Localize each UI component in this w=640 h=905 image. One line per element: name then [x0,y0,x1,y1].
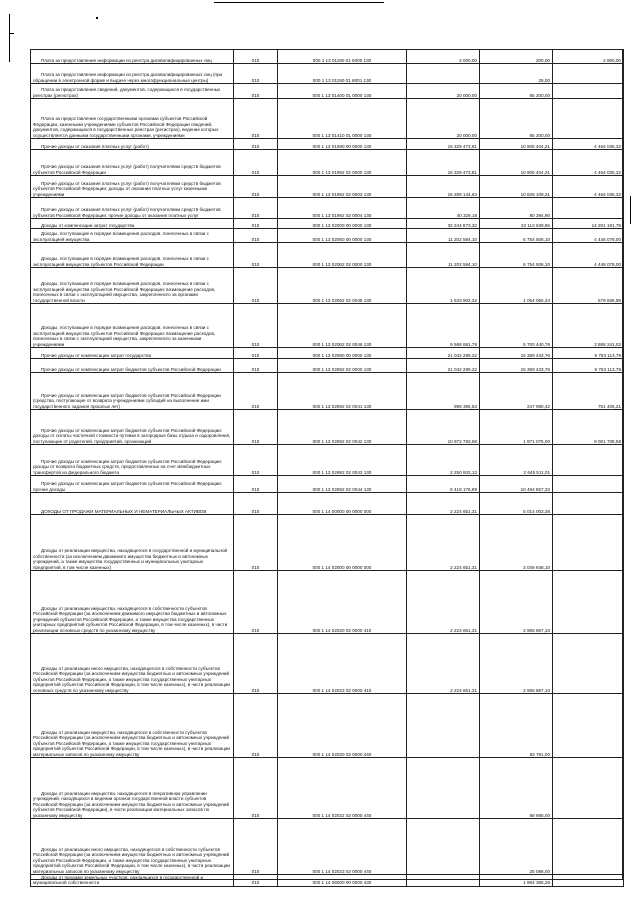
row-name-cell: Доходы от реализации иного имущества, находящегося в собственности субъектов Российской Федерации (за исключением имущества бюджетных и автономных учреждений субъектов Российской Федерации, а также имущества государственных унитарных предприятий субъектов Российской Федерации, в том числе казенных), в части реализации основных средств по указанному имуществу [31,634,234,694]
row-approved-cell: 6 419 176,89 [407,476,480,493]
row-budget-code-cell: 000 1 13 01190 01 8001 130 [278,64,407,84]
row-line-code-cell: 010 [234,476,278,493]
row-executed-cell: 5 014 003,36 [480,493,553,515]
row-budget-code-cell: 000 1 13 01992 02 0000 130 [278,150,407,176]
row-not-executed-cell: 751 405,21 [553,373,624,410]
row-not-executed-cell: 3 868 241,02 [553,304,624,348]
row-executed-cell: 1 054 065,34 [480,268,553,304]
row-name-cell: Доходы, поступающие в порядке возмещения расходов, понесенных в связи с эксплуатацией имущества субъектов Российской Федерации [31,243,234,268]
row-budget-code-cell: 000 1 13 02990 00 0000 130 [278,348,407,359]
row-name-cell: Доходы от реализации имущества, находящегося в собственности субъектов Российской Федерации (за исключением движимого имущества бюджетных и автономных учреждений субъектов Российской Федерации, а также имущества государственных унитарных предприятий субъектов Российской Федерации, в том числе казенных), в части реализации основных средств по указанному имуществу [31,571,234,634]
row-executed-cell: 247 990,42 [480,373,553,410]
row-name-cell: Прочие доходы от компенсации затрат бюджетов субъектов Российской Федерации: доходы от возврата бюджетных средств, предоставленных на счет межбюджетных трансфертов из федерального бюджета [31,445,234,476]
page-bottom-margin [0,882,640,905]
row-executed-cell: 10 825 109,31 [480,176,553,198]
row-executed-cell: 80 294,90 [480,198,553,219]
row-line-code-cell: 010 [234,176,278,198]
row-line-code-cell: 010 [234,373,278,410]
row-approved-cell: 40 329,18 [407,198,480,219]
row-approved-cell: 3 000,00 [407,50,480,64]
row-budget-code-cell: 000 1 13 02992 02 0044 130 [278,476,407,493]
row-budget-code-cell: 000 1 14 02000 00 0000 000 [278,515,407,571]
row-budget-code-cell: 000 1 13 01990 00 0000 130 [278,139,407,150]
row-line-code-cell: 010 [234,198,278,219]
row-executed-cell: 15 359 433,76 [480,348,553,359]
row-budget-code-cell: 000 1 13 01410 01 0000 130 [278,99,407,139]
row-not-executed-cell: 9 753 113,79 [553,348,624,359]
row-budget-code-cell: 000 1 13 02000 00 0000 130 [278,219,407,229]
row-not-executed-cell: 4 464 035,32 [553,176,624,198]
row-line-code-cell: 010 [234,50,278,64]
row-approved-cell: 2 224 651,31 [407,493,480,515]
row-approved-cell: 15 289 144,63 [407,176,480,198]
row-executed-cell: 1 964 355,26 [480,875,553,887]
row-not-executed-cell: 4 464 035,32 [553,150,624,176]
scan-top-tick [96,17,98,19]
row-name-cell: Прочие доходы от компенсации затрат бюджетов субъектов Российской Федерации: прочие доходы [31,476,234,493]
row-not-executed-cell: 4 448 078,00 [553,243,624,268]
row-approved-cell: 9 568 681,78 [407,304,480,348]
row-not-executed-cell: 4 464 035,32 [553,139,624,150]
row-approved-cell: 21 042 289,22 [407,348,480,359]
row-budget-code-cell: 000 1 14 00000 00 0000 000 [278,493,407,515]
row-name-cell: Доходы от реализации имущества, находящегося в государственной и муниципальной собственности (за исключением движимого имущества бюджетных и автономных учреждений, а также имущества государственных и муниципальных унитарных предприятий, в том числе казенных) [31,515,234,571]
row-budget-code-cell: 000 1 13 02992 02 0000 130 [278,359,407,373]
row-line-code-cell: 010 [234,634,278,694]
row-budget-code-cell: 000 1 14 02023 02 0000 410 [278,634,407,694]
row-name-cell: Доходы, поступающие в порядке возмещения расходов, понесенных в связи с эксплуатацией имущества субъектов Российской Федерации: возмещение расходов, понесенных в связи с эксплуатацией имущества, закрепленного за органами государственной власти [31,268,234,304]
row-budget-code-cell: 000 1 14 02020 02 0000 440 [278,694,407,758]
row-budget-code-cell: 000 1 13 02060 00 0000 130 [278,229,407,243]
row-executed-cell: 200,00 [480,50,553,64]
row-not-executed-cell: 9 001 708,58 [553,410,624,445]
row-line-code-cell: 010 [234,139,278,150]
row-not-executed-cell: 14 201 191,79 [553,219,624,229]
row-approved-cell: 15 329 473,81 [407,139,480,150]
row-line-code-cell: 010 [234,64,278,84]
row-line-code-cell: 010 [234,359,278,373]
row-not-executed-cell: 9 753 113,79 [553,359,624,373]
row-not-executed-cell: 4 448 078,00 [553,229,624,243]
row-line-code-cell: 010 [234,694,278,758]
row-name-cell: Плата за предоставление сведений, документов, содержащихся в государственных реестрах (регистрах) [31,84,234,99]
row-line-code-cell: 010 [234,99,278,139]
scan-right-edge-mark [630,196,631,224]
row-not-executed-cell: 2 800,00 [553,50,624,64]
row-budget-code-cell: 000 1 14 02023 02 0000 440 [278,819,407,875]
row-name-cell: Прочие доходы от компенсации затрат государства [31,348,234,359]
row-line-code-cell: 010 [234,304,278,348]
row-approved-cell: 11 202 584,10 [407,243,480,268]
row-executed-cell: 65 200,00 [480,99,553,139]
row-line-code-cell: 010 [234,571,278,634]
row-not-executed-cell: 579 836,98 [553,268,624,304]
row-approved-cell: 999 395,63 [407,373,480,410]
row-approved-cell: 2 224 651,31 [407,571,480,634]
row-budget-code-cell: 000 1 13 02062 02 0046 130 [278,304,407,348]
row-executed-cell: 3 049 648,10 [480,515,553,571]
row-name-cell: Плата за предоставление информации из реестра дисквалифицированных лиц (при обращении в электронной форме и выдаче через многофункциональные центры) [31,64,234,84]
row-executed-cell: 2 965 867,10 [480,634,553,694]
row-budget-code-cell: 000 1 13 02992 02 0041 130 [278,373,407,410]
row-name-cell: Доходы от компенсации затрат государства [31,219,234,229]
row-executed-cell: 25,00 [480,64,553,84]
row-name-cell: Прочие доходы от компенсации затрат бюджетов субъектов Российской Федерации [31,359,234,373]
row-executed-cell: 65 200,00 [480,84,553,99]
row-budget-code-cell: 000 1 13 01400 01 0000 130 [278,84,407,99]
row-name-cell: Доходы от реализации имущества, находящегося в собственности субъектов Российской Федерации (за исключением имущества бюджетных и автономных учреждений субъектов Российской Федерации, а также имущества государственных унитарных предприятий субъектов Российской Федерации, в том числе казенных), в части реализации материальных запасов по указанному имуществу [31,694,234,758]
row-name-cell: Прочие доходы от оказания платных услуг (работ) получателями средств бюджетов субъектов Российской Федерации: прочие доходы от оказания платных услуг [31,198,234,219]
row-line-code-cell: 010 [234,819,278,875]
row-approved-cell: 21 042 289,22 [407,359,480,373]
row-budget-code-cell: 000 1 14 02020 02 0000 410 [278,571,407,634]
row-executed-cell: 1 971 075,00 [480,410,553,445]
row-approved-cell: 20 000,00 [407,99,480,139]
row-line-code-cell: 010 [234,150,278,176]
row-executed-cell: 58 695,00 [480,758,553,819]
row-budget-code-cell: 000 1 13 01992 02 0004 130 [278,198,407,219]
row-budget-code-cell: 000 1 13 02062 02 0000 130 [278,243,407,268]
row-name-cell: Доходы от реализации имущества, находящегося в оперативном управлении учреждений, находящихся в ведении органов государственной власти субъектов Российской Федерации (за исключением имущества бюджетных и автономных учреждений субъектов Российской Федерации), в части реализации материальных запасов по указанному имуществу [31,758,234,819]
row-name-cell: Прочие доходы от компенсации затрат бюджетов субъектов Российской Федерации (средства, поступающие от возврата учреждениями субсидий на выполнение ими государственного задания прошлых лет) [31,373,234,410]
row-executed-cell: 5 700 440,76 [480,304,553,348]
row-line-code-cell: 010 [234,493,278,515]
row-name-cell: Прочие доходы от оказания платных услуг (работ) [31,139,234,150]
row-name-cell: Доходы, поступающие в порядке возмещения расходов, понесенных в связи с эксплуатацией имущества субъектов Российской Федерации: возмещение расходов, понесенных в связи с эксплуатацией имущества, закрепленного за казенными учреждениями [31,304,234,348]
row-approved-cell: 2 250 933,12 [407,445,480,476]
row-budget-code-cell: 000 1 14 02022 02 0000 440 [278,758,407,819]
row-line-code-cell: 010 [234,229,278,243]
row-budget-code-cell: 000 1 13 02992 02 0043 130 [278,445,407,476]
row-executed-cell: 2 965 867,10 [480,571,553,634]
row-name-cell: Прочие доходы от компенсации затрат бюджетов субъектов Российской Федерации: доходы от оплаты частичной стоимости путевки в загородные базы отдыха и оздоровления, поступающие от родителей, предприятий, организаций [31,410,234,445]
row-approved-cell: 11 202 584,10 [407,229,480,243]
row-executed-cell: 10 905 404,21 [480,150,553,176]
row-budget-code-cell: 000 1 14 06000 00 0000 430 [278,875,407,887]
scan-top-line [214,2,384,3]
row-name-cell: Доходы от реализации иного имущества, находящегося в собственности субъектов Российской Федерации (за исключением имущества бюджетных и автономных учреждений субъектов Российской Федерации, а также имущества государственных унитарных предприятий субъектов Российской Федерации, в том числе казенных), в части реализации материальных запасов по указанному имуществу [31,819,234,875]
row-line-code-cell: 010 [234,758,278,819]
row-executed-cell: 10 494 857,33 [480,476,553,493]
row-approved-cell: 2 224 651,31 [407,515,480,571]
row-approved-cell: 20 000,00 [407,84,480,99]
row-line-code-cell: 010 [234,348,278,359]
row-executed-cell: 6 754 506,10 [480,229,553,243]
row-name-cell: ДОХОДЫ ОТ ПРОДАЖИ МАТЕРИАЛЬНЫХ И НЕМАТЕРИАЛЬНЫХ АКТИВОВ [31,493,234,515]
row-line-code-cell: 010 [234,84,278,99]
row-executed-cell: 25 086,00 [480,819,553,875]
row-name-cell: Прочие доходы от оказания платных услуг (работ) получателями средств бюджетов субъектов Российской Федерации: доходы от оказания платных услуг казенными учреждениями [31,176,234,198]
row-line-code-cell: 010 [234,515,278,571]
row-line-code-cell: 010 [234,445,278,476]
row-executed-cell: 22 113 639,86 [480,219,553,229]
row-line-code-cell: 010 [234,268,278,304]
row-approved-cell: 15 329 473,81 [407,150,480,176]
row-line-code-cell: 010 [234,410,278,445]
row-approved-cell: 1 633 902,32 [407,268,480,304]
row-approved-cell: 10 972 783,58 [407,410,480,445]
scan-margin-mark-vertical [9,14,10,62]
row-executed-cell: 10 905 404,21 [480,139,553,150]
row-name-cell: Плата за предоставление информации из реестра дисквалифицированных лиц [31,50,234,64]
row-line-code-cell: 010 [234,219,278,229]
row-approved-cell: 2 224 651,31 [407,634,480,694]
row-approved-cell: 32 244 873,32 [407,219,480,229]
row-budget-code-cell: 000 1 13 01190 01 6000 130 [278,50,407,64]
row-name-cell: Прочие доходы от оказания платных услуг (работ) получателями средств бюджетов субъектов Российской Федерации [31,150,234,176]
row-executed-cell: 15 359 433,76 [480,359,553,373]
row-name-cell: Доходы, поступающие в порядке возмещения расходов, понесенных в связи с эксплуатацией имущества [31,229,234,243]
row-budget-code-cell: 000 1 13 02992 02 0042 130 [278,410,407,445]
row-name-cell: Плата за предоставление государственными органами субъектов Российской Федерации, казенными учреждениями субъектов Российской Федерации сведений, документов, содержащихся в государственных реестрах (регистрах), ведение которых осуществляется данными государственными органами, учреждениями [31,99,234,139]
row-line-code-cell: 010 [234,243,278,268]
table-frame [30,49,623,880]
scan-margin-mark-horizontal [9,33,14,34]
row-budget-code-cell: 000 1 13 01992 02 0003 130 [278,176,407,198]
row-executed-cell: 83 781,00 [480,694,553,758]
row-executed-cell: 6 754 506,10 [480,243,553,268]
row-budget-code-cell: 000 1 13 02062 02 0045 130 [278,268,407,304]
row-executed-cell: 2 645 511,01 [480,445,553,476]
row-line-code-cell: 010 [234,875,278,887]
row-name-cell: Доходы от продажи земельных участков, находящихся в государственной и муниципальной собственности [31,875,234,887]
